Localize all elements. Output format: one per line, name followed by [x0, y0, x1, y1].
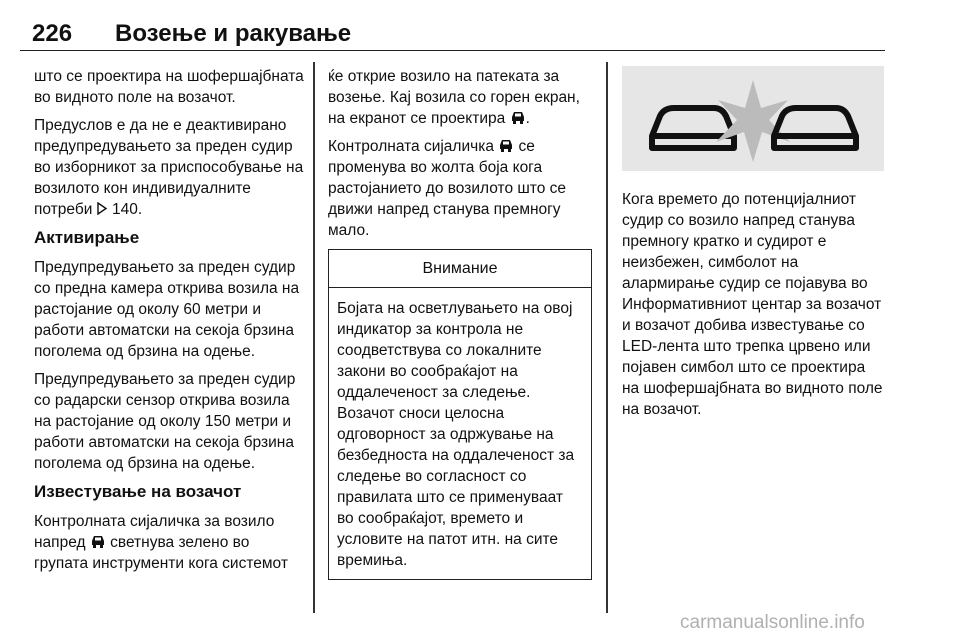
vehicle-ahead-icon: [510, 110, 526, 124]
caution-body: [329, 288, 591, 579]
paragraph: Предупредувањето за преден судир со радарски сензор открива возила на растојание од околу 150 метри и работи автоматски на секоја брзина поголема од брзина на одење.: [34, 371, 296, 472]
caution-paragraph: Бојата на осветлувањето на овој индикатор за контрола не соодветствува со локалните закони во сообраќајот на оддалеченост за следење.: [337, 300, 573, 401]
page-title: Возење и ракување: [115, 20, 352, 47]
watermark: carmanualsonline.info: [680, 612, 865, 633]
paragraph: Контролната сијаличка се променува во жолта боја кога растојанието до возилото што се движи напред станува премногу мало.: [328, 138, 567, 239]
paragraph-prerequisite: Предуслов е да не е деактивирано предупредувањето за преден судир во изборникот за приспособување на возилото кон индивидуалните потреби 140.: [34, 117, 304, 218]
arrow-ref-icon: [97, 202, 108, 215]
column-1: [34, 66, 306, 581]
page-reference[interactable]: 140.: [112, 201, 143, 218]
caution-paragraph: Возачот сноси целосна одговорност за одржување на безбедноста на оддалеченост за следење во согласност со правилата што се применуваат во сообраќајот, времето и условите на патот итн. на сите времиња.: [337, 405, 575, 569]
paragraph: Контролната сијаличка за возило напред светнува зелено во групата инструменти кога системот: [34, 513, 288, 572]
vehicle-ahead-icon: [498, 138, 514, 152]
column-3: [622, 66, 886, 427]
column-divider-2: [606, 62, 608, 613]
caution-title: Внимание: [329, 250, 591, 288]
paragraph: што се проектира на шофершајбната во видното поле на возачот.: [34, 68, 304, 106]
paragraph: ќе открие возило на патеката за возење. Кај возила со горен екран, на екранот се проектира .: [328, 68, 580, 127]
paragraph: Кога времето до потенцијалниот судир со возило напред станува премногу кратко и судирот е неизбежен, симболот на алармирање судир се појавува во Информативниот центар за возачот и возачот добива известување со LED-лента што трепка црвено или појавен симбол што се проектира на шофершајбната во видното поле на возачот.: [622, 191, 883, 418]
column-2: [328, 66, 592, 580]
vehicle-ahead-icon: [90, 534, 106, 548]
collision-warning-illustration: [622, 66, 884, 171]
heading-activation: Активирање: [34, 228, 140, 247]
caution-box: [328, 249, 592, 580]
page-number: 226: [32, 20, 73, 47]
column-divider-1: [313, 62, 315, 613]
paragraph: Предупредувањето за преден судир со предна камера открива возила на растојание од околу 60 метри и работи автоматски на секоја брзина поголема од брзина на одење.: [34, 259, 300, 360]
heading-driver-notice: Известување на возачот: [34, 482, 242, 501]
page-header: [20, 10, 885, 51]
